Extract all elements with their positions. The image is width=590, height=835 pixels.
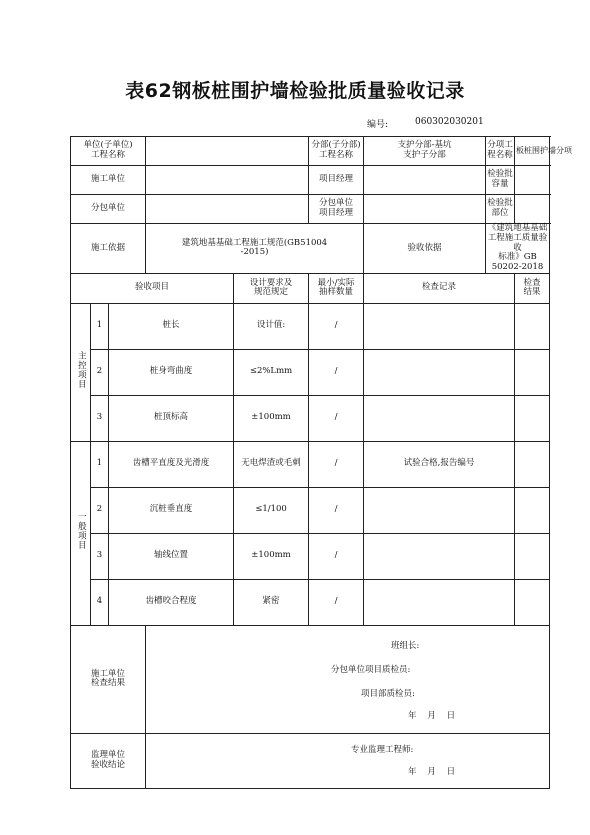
table-row xyxy=(71,441,550,487)
row-item: 齿槽咬合程度 xyxy=(109,579,234,625)
table-row xyxy=(71,533,550,579)
row-no: 1 xyxy=(91,441,109,487)
row-no: 4 xyxy=(91,579,109,625)
row-column-headers xyxy=(71,273,550,303)
row-sample: / xyxy=(309,579,364,625)
row-sample: / xyxy=(309,441,364,487)
supervision-label: 监理单位 验收结论 xyxy=(71,733,146,788)
sub-project-label: 分部(子分部) 工程名称 xyxy=(309,137,364,166)
row-result[interactable] xyxy=(515,303,550,349)
general-group-label: 一般项目 xyxy=(71,441,91,625)
row-contractor xyxy=(71,166,550,195)
row-no: 3 xyxy=(91,395,109,441)
row-record[interactable] xyxy=(364,303,515,349)
row-basis xyxy=(71,224,550,274)
subcontractor-label: 分包单位 xyxy=(71,195,146,224)
col-header-requirement: 设计要求及 规范规定 xyxy=(234,273,309,303)
supervision-signatures[interactable] xyxy=(146,733,550,788)
row-requirement: ±100mm xyxy=(234,533,309,579)
row-sample: / xyxy=(309,487,364,533)
table-row xyxy=(71,579,550,625)
sub-pm-value[interactable] xyxy=(364,195,486,224)
row-sample: / xyxy=(309,349,364,395)
row-record[interactable] xyxy=(364,487,515,533)
acceptance-basis-label: 验收依据 xyxy=(364,224,486,274)
construction-date: 年 月 日 xyxy=(408,710,456,721)
sub-project-value: 支护分部-基坑 支护子分部 xyxy=(364,137,486,166)
row-record[interactable] xyxy=(364,579,515,625)
batch-capacity-value[interactable] xyxy=(515,166,550,195)
col-header-record: 检查记录 xyxy=(364,273,515,303)
row-item: 桩顶标高 xyxy=(109,395,234,441)
supervision-date: 年 月 日 xyxy=(408,766,456,777)
item-project-label: 分项工程名称 xyxy=(486,137,515,166)
basis-label: 施工依据 xyxy=(71,224,146,274)
row-sample: / xyxy=(309,303,364,349)
main-group-label: 主控项目 xyxy=(71,303,91,441)
row-construction-check xyxy=(71,625,550,733)
table-row xyxy=(71,395,550,441)
pm-value[interactable] xyxy=(364,166,486,195)
row-result[interactable] xyxy=(515,349,550,395)
supervision-engineer-label: 专业监理工程师: xyxy=(351,744,414,755)
row-result[interactable] xyxy=(515,579,550,625)
construction-check-signatures[interactable] xyxy=(146,625,550,733)
batch-part-value[interactable] xyxy=(515,195,550,224)
row-requirement: 设计值: xyxy=(234,303,309,349)
project-inspector-label: 项目部质检员: xyxy=(361,688,415,699)
table-row xyxy=(71,487,550,533)
row-sample: / xyxy=(309,395,364,441)
contractor-label: 施工单位 xyxy=(71,166,146,195)
row-record[interactable] xyxy=(364,533,515,579)
row-record[interactable] xyxy=(364,395,515,441)
code-value: 060302030201 xyxy=(415,117,484,127)
row-record[interactable]: 试验合格,报告编号 xyxy=(364,441,515,487)
item-project-value: 板桩围护墙分项 xyxy=(515,137,550,166)
col-header-result: 检查 结果 xyxy=(515,273,550,303)
subcontractor-value[interactable] xyxy=(146,195,309,224)
row-no: 2 xyxy=(91,487,109,533)
construction-check-label: 施工单位 检查结果 xyxy=(71,625,146,733)
row-item: 沉桩垂直度 xyxy=(109,487,234,533)
pm-label: 项目经理 xyxy=(309,166,364,195)
basis-value: 建筑地基基础工程施工规范(GB51004 -2015) xyxy=(146,224,364,274)
row-item: 齿槽平直度及光滑度 xyxy=(109,441,234,487)
row-item: 轴线位置 xyxy=(109,533,234,579)
row-no: 2 xyxy=(91,349,109,395)
row-subcontractor xyxy=(71,195,550,224)
page-title: 表62钢板桩围护墙检验批质量验收记录 xyxy=(125,80,465,102)
sub-pm-label: 分包单位 项目经理 xyxy=(309,195,364,224)
row-requirement: ≤1/100 xyxy=(234,487,309,533)
batch-part-label: 检验批部位 xyxy=(486,195,515,224)
row-supervision xyxy=(71,733,550,788)
row-requirement: 紧密 xyxy=(234,579,309,625)
table-row xyxy=(71,349,550,395)
sub-inspector-label: 分包单位项目质检员: xyxy=(331,664,411,675)
acceptance-basis-value: 《建筑地基基础工程施工质量验收 标准》GB 50202-2018 xyxy=(486,224,550,274)
row-item: 桩身弯曲度 xyxy=(109,349,234,395)
col-header-sample: 最小/实际 抽样数量 xyxy=(309,273,364,303)
code-label: 编号: xyxy=(367,120,389,130)
row-result[interactable] xyxy=(515,441,550,487)
row-result[interactable] xyxy=(515,487,550,533)
row-project-names xyxy=(71,137,550,166)
team-leader-label: 班组长: xyxy=(391,640,420,651)
row-record[interactable] xyxy=(364,349,515,395)
row-item: 桩长 xyxy=(109,303,234,349)
row-no: 3 xyxy=(91,533,109,579)
row-requirement: ±100mm xyxy=(234,395,309,441)
unit-value[interactable] xyxy=(146,137,309,166)
row-result[interactable] xyxy=(515,395,550,441)
unit-label: 单位(子单位) 工程名称 xyxy=(71,137,146,166)
row-requirement: 无电焊渣或毛刺 xyxy=(234,441,309,487)
contractor-value[interactable] xyxy=(146,166,309,195)
batch-capacity-label: 检验批容量 xyxy=(486,166,515,195)
row-sample: / xyxy=(309,533,364,579)
table-row xyxy=(71,303,550,349)
col-header-item: 验收项目 xyxy=(71,273,234,303)
row-requirement: ≤2%Lmm xyxy=(234,349,309,395)
inspection-form xyxy=(70,136,573,789)
row-result[interactable] xyxy=(515,533,550,579)
row-no: 1 xyxy=(91,303,109,349)
